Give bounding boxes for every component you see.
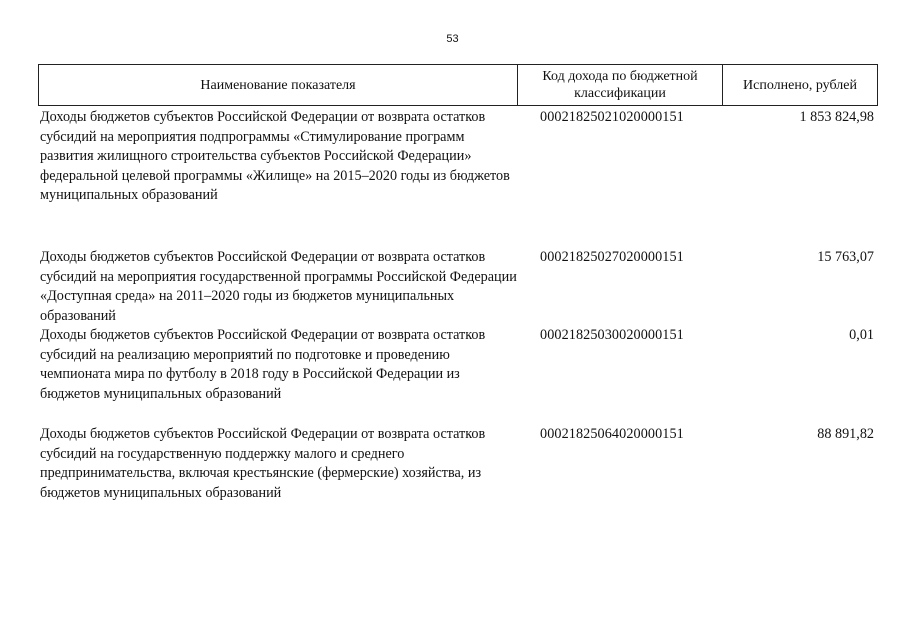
row-code: 00021825064020000151: [540, 426, 684, 442]
page-number: 53: [446, 33, 459, 45]
row-code: 00021825027020000151: [540, 249, 684, 265]
header-name-column: Наименование показателя: [39, 65, 518, 105]
row-name: Доходы бюджетов субъектов Российской Федерации от возврата остатков субсидий на мероприятия подпрограммы «Стимулирование программ развития жилищного строительства субъектов Российской Федерации» федеральной целевой программы «Жилище» на 2015–2020 годы из бюджетов муниципальных образований: [40, 109, 510, 204]
row-code: 00021825030020000151: [540, 327, 684, 343]
table-header: [38, 64, 878, 106]
row-amount: 15 763,07: [817, 249, 874, 265]
header-code-column: Код дохода по бюджетной классификации: [518, 65, 723, 105]
row-name: Доходы бюджетов субъектов Российской Федерации от возврата остатков субсидий на государственную поддержку малого и среднего предпринимательства, включая крестьянские (фермерские) хозяйства, из бюджетов муниципальных образований: [40, 426, 486, 501]
header-amount-column: Исполнено, рублей: [743, 77, 857, 93]
row-amount: 88 891,82: [817, 426, 874, 442]
row-name: Доходы бюджетов субъектов Российской Федерации от возврата остатков субсидий на реализацию мероприятий по подготовке и проведению чемпионата мира по футболу в 2018 году в Российской Федерации из бюджетов муниципальных образований: [40, 327, 486, 402]
row-amount: 1 853 824,98: [799, 109, 874, 125]
row-amount: 0,01: [849, 327, 874, 343]
row-code: 00021825021020000151: [540, 109, 684, 125]
row-name: Доходы бюджетов субъектов Российской Федерации от возврата остатков субсидий на мероприятия государственной программы Российской Федерации «Доступная среда» на 2011–2020 годы из бюджетов муниципальных образований: [40, 249, 517, 324]
